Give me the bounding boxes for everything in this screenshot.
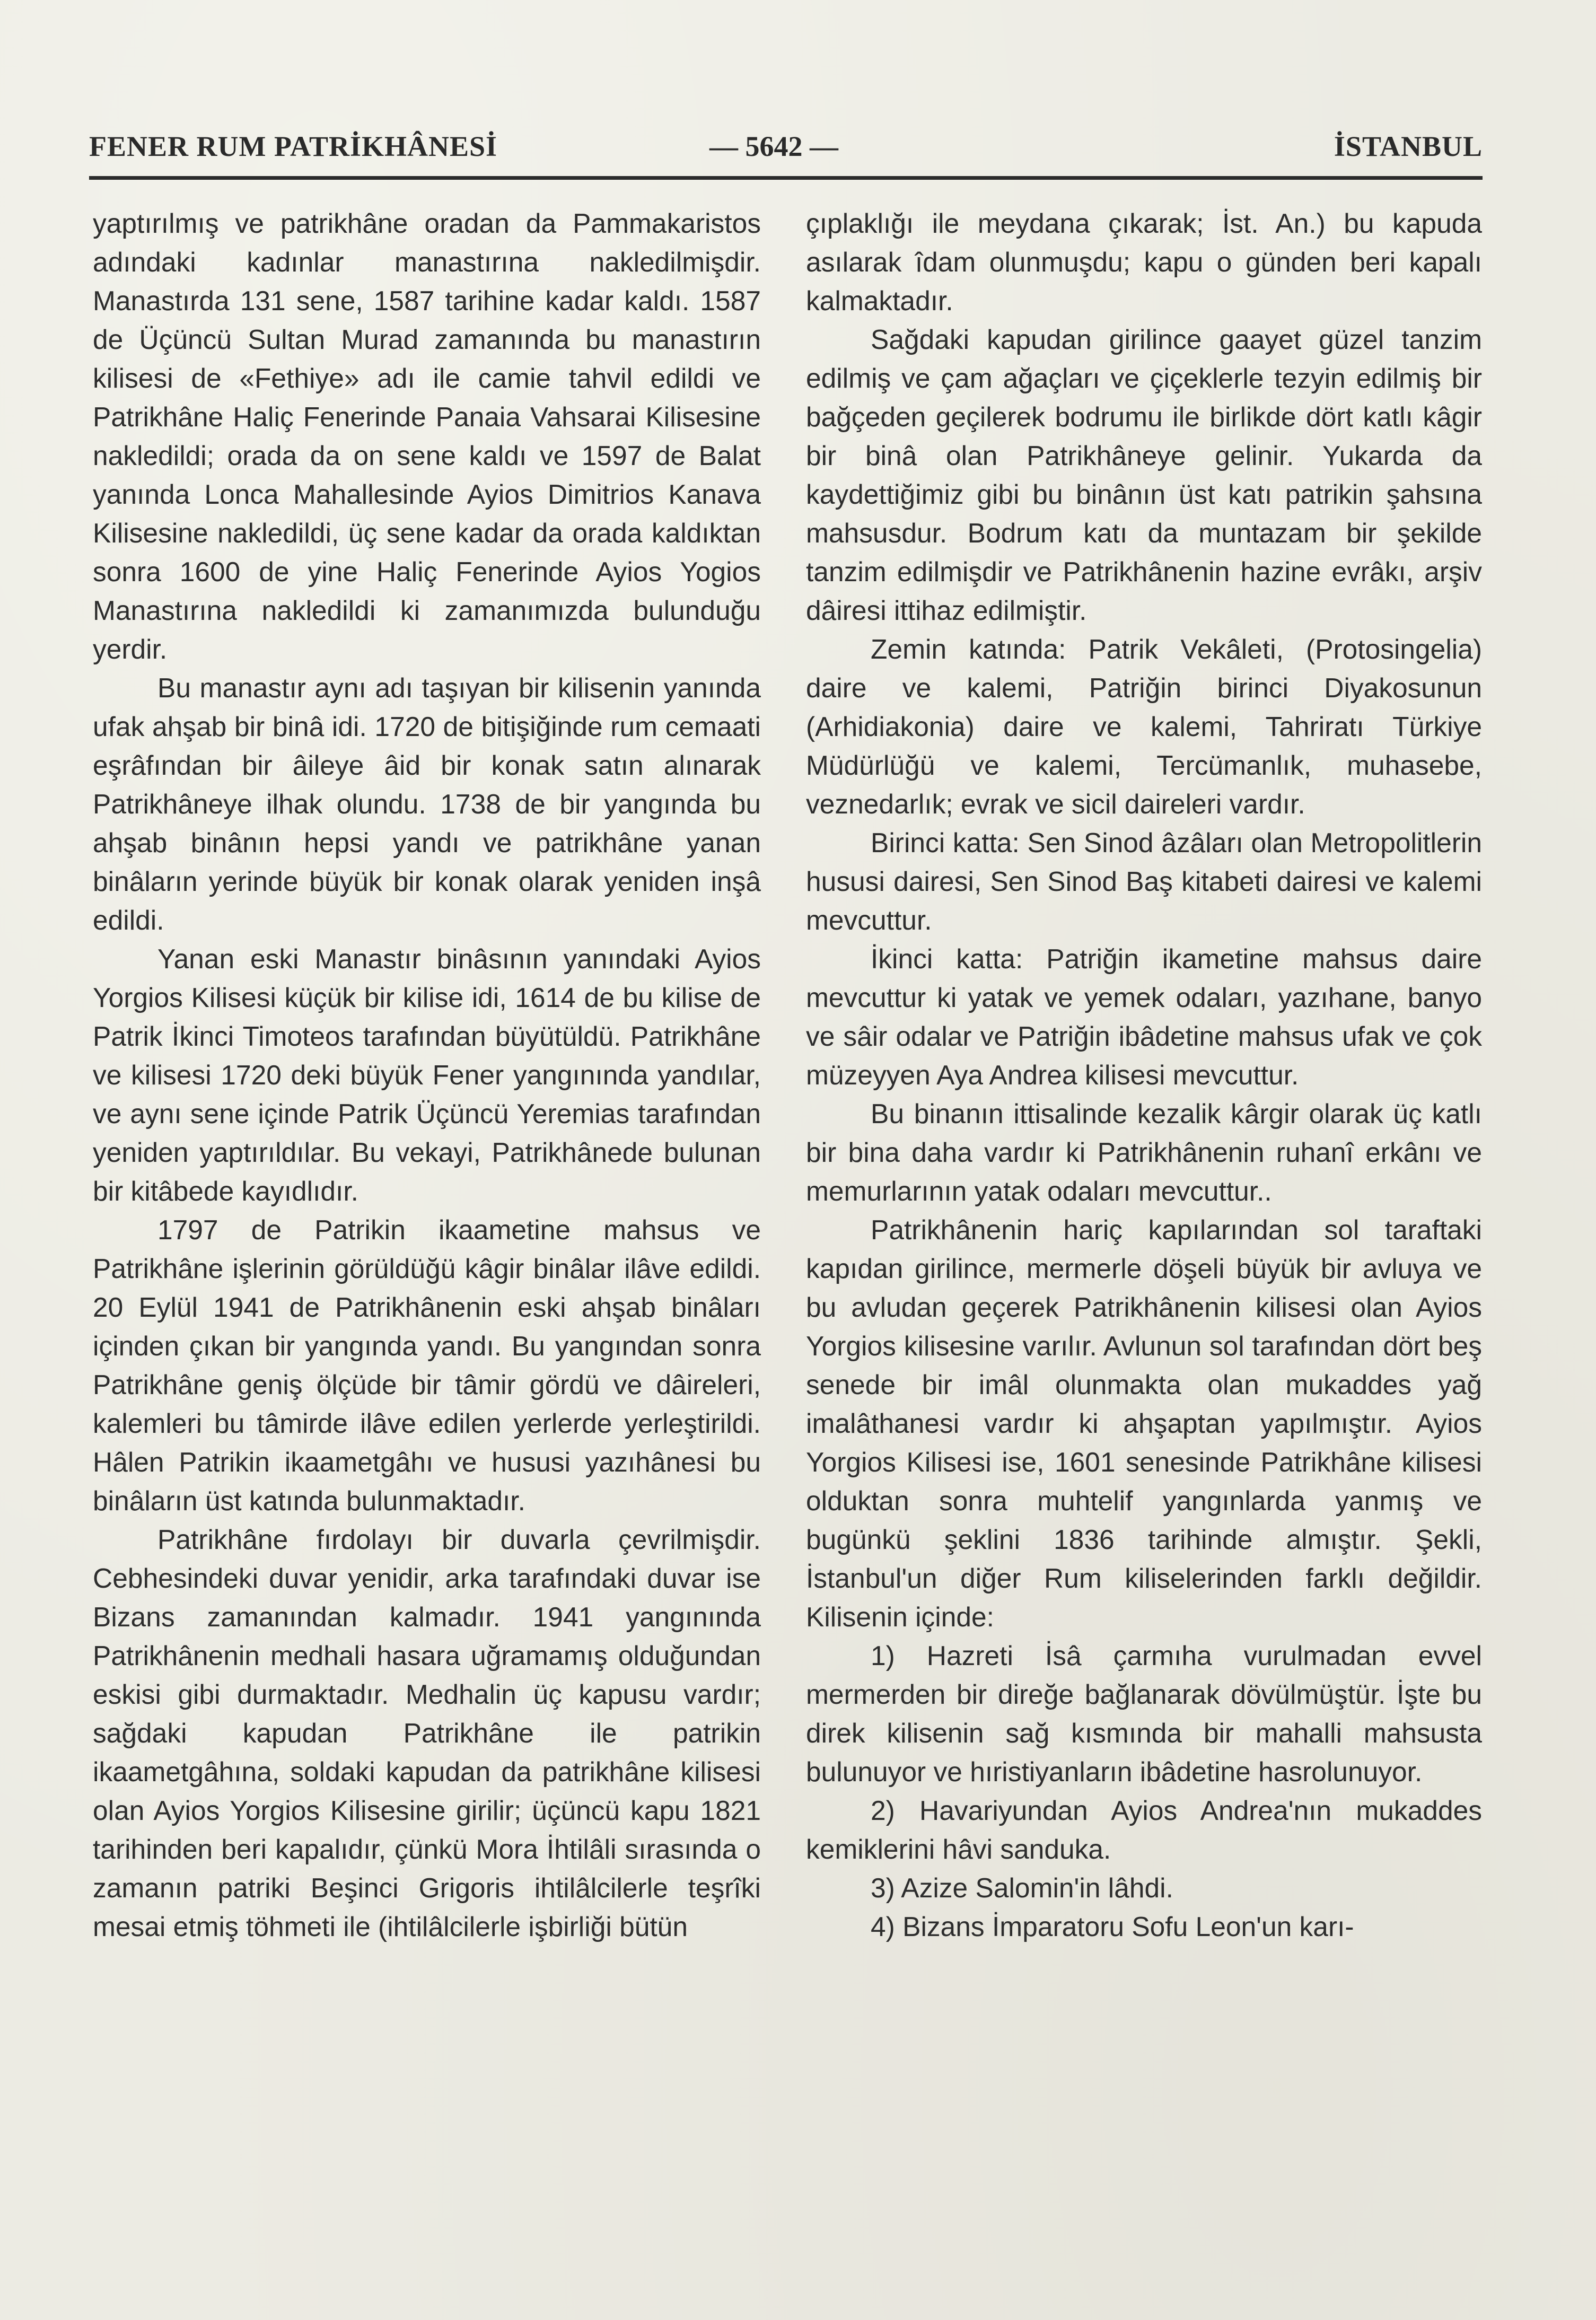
paragraph: 1797 de Patrikin ikaametine mahsus ve Patrikhâne işlerinin görüldüğü kâgir binâlar ilâve edildi. 20 Eylül 1941 de Patrikhânenin eski ahşab binâları içinden çıkan bir yangında yandı. Bu yangından sonra Patrikhâne geniş ölçüde bir tâmir gördü ve dâireleri, kalemleri bu tâmirde ilâve edilen yerlerde yerleştirildi. Hâlen Patrikin ikaametgâhı ve hususi yazıhânesi bu binâların üst katında bulunmaktadır. (93, 1214, 761, 1516)
paragraph: Bu binanın ittisalinde kezalik kârgir olarak üç katlı bir bina daha vardır ki Patrikhânenin ruhanî erkânı ve memurlarının yatak odaları mevcuttur.. (806, 1098, 1482, 1206)
section-title: İSTANBUL (1334, 130, 1483, 162)
page-number: — 5642 — (709, 130, 838, 162)
paragraph: İkinci katta: Patriğin ikametine mahsus daire mevcuttur ki yatak ve yemek odaları, yazıhane, banyo ve sâir odalar ve Patriğin ibâdetine mahsus ufak ve çok müzeyyen Aya Andrea kilisesi mevcuttur. (806, 943, 1482, 1090)
paragraph: Birinci katta: Sen Sinod âzâları olan Metropolitlerin hususi dairesi, Sen Sinod Baş kitabeti dairesi ve kalemi mevcuttur. (806, 827, 1482, 935)
left-column (93, 204, 761, 1946)
page-header (89, 130, 1483, 172)
paragraph: Bu manastır aynı adı taşıyan bir kilisenin yanında ufak ahşab bir binâ idi. 1720 de bitişiğinde rum cemaati eşrâfından bir âileye âid bir konak satın alınarak Patrikhâneye ilhak olundu. 1738 de bir yangında bu ahşab binânın hepsi yandı ve patrikhâne yanan binâların yerinde büyük bir konak olarak yeniden inşâ edildi. (93, 672, 761, 935)
running-title: FENER RUM PATRİKHÂNESİ (89, 130, 498, 162)
list-item: 3) Azize Salomin'in lâhdi. (871, 1872, 1173, 1903)
paragraph: Patrikhânenin hariç kapılarından sol taraftaki kapıdan girilince, mermerle döşeli büyük bir avluya ve bu avludan geçerek Patrikhânenin kilisesi olan Ayios Yorgios kilisesine varılır. Avlunun sol tarafından dört beş senede bir imâl olunmakta olan mukaddes yağ imalâthanesi vardır ki ahşaptan yapılmıştır. Ayios Yorgios Kilisesi ise, 1601 senesinde Patrikhâne kilisesi olduktan sonra muhtelif yangınlarda yanmış ve bugünkü şeklini 1836 tarihinde almıştır. Şekli, İstanbul'un diğer Rum kiliselerinden farklı değildir. Kilisenin içinde: (806, 1214, 1482, 1632)
paragraph: Zemin katında: Patrik Vekâleti, (Protosingelia) daire ve kalemi, Patriğin birinci Diyakosunun (Arhidiakonia) daire ve kalemi, Tahriratı Türkiye Müdürlüğü ve kalemi, Tercümanlık, muhasebe, veznedarlık; evrak ve sicil daireleri vardır. (806, 634, 1482, 819)
paragraph: yaptırılmış ve patrikhâne oradan da Pammakaristos adındaki kadınlar manastırına nakledilmişdir. Manastırda 131 sene, 1587 tarihine kadar kaldı. 1587 de Üçüncü Sultan Murad zamanında bu manastırın kilisesi de «Fethiye» adı ile camie tahvil edildi ve Patrikhâne Haliç Fenerinde Panaia Vahsarai Kilisesine nakledildi; orada da on sene kaldı ve 1597 de Balat yanında Lonca Mahallesinde Ayios Dimitrios Kanava Kilisesine nakledildi, üç sene kadar da orada kaldıktan sonra 1600 de yine Haliç Fenerinde Ayios Yogios Manastırına nakledildi ki zamanımızda bulunduğu yerdir. (93, 208, 761, 664)
paragraph: çıplaklığı ile meydana çıkarak; İst. An.) bu kapuda asılarak îdam olunmuşdu; kapu o günden beri kapalı kalmaktadır. (806, 208, 1482, 316)
paragraph: Sağdaki kapudan girilince gaayet güzel tanzim edilmiş ve çam ağaçları ve çiçeklerle tezyin edilmiş bir bağçeden geçilerek bodrumu ile birlikde dört katlı kâgir bir binâ olan Patrikhâneye gelinir. Yukarda da kaydettiğimiz gibi bu binânın üst katı patrikin şahsına mahsusdur. Bodrum katı da muntazam bir şekilde tanzim edilmişdir ve Patrikhânenin hazine evrâkı, arşiv dâiresi ittihaz edilmiştir. (806, 324, 1482, 626)
right-column (806, 204, 1482, 1946)
list-item: 2) Havariyundan Ayios Andrea'nın mukaddes kemiklerini hâvi sanduka. (806, 1795, 1482, 1864)
paragraph: Yanan eski Manastır binâsının yanındaki Ayios Yorgios Kilisesi küçük bir kilise idi, 1614 de bu kilise de Patrik İkinci Timoteos tarafından büyütüldü. Patrikhâne ve kilisesi 1720 deki büyük Fener yangınında yandılar, ve aynı sene içinde Patrik Üçüncü Yeremias tarafından yeniden yaptırıldılar. Bu vekayi, Patrikhânede bulunan bir kitâbede kayıdlıdır. (93, 943, 761, 1206)
paragraph: Patrikhâne fırdolayı bir duvarla çevrilmişdir. Cebhesindeki duvar yenidir, arka tarafındaki duvar ise Bizans zamanından kalmadır. 1941 yangınında Patrikhânenin medhali hasara uğramamış olduğundan eskisi gibi durmaktadır. Medhalin üç kapusu vardır; sağdaki kapudan Patrikhâne ile patrikin ikaametgâhına, soldaki kapudan da patrikhâne kilisesi olan Ayios Yorgios Kilisesine girilir; üçüncü kapu 1821 tarihinden beri kapalıdır, çünkü Mora İhtilâli sırasında o zamanın patriki Beşinci Grigoris ihtilâlcilerle teşrîki mesai etmiş töhmeti ile (ihtilâlcilerle işbirliği bütün (93, 1524, 761, 1942)
list-item: 1) Hazreti İsâ çarmıha vurulmadan evvel mermerden bir direğe bağlanarak dövülmüştür. İşte bu direk kilisenin sağ kısmında bir mahalli mahsusta bulunuyor ve hıristiyanların ibâdetine hasrolunuyor. (806, 1640, 1482, 1787)
list-item: 4) Bizans İmparatoru Sofu Leon'un karı- (871, 1911, 1354, 1942)
header-rule (89, 176, 1483, 180)
